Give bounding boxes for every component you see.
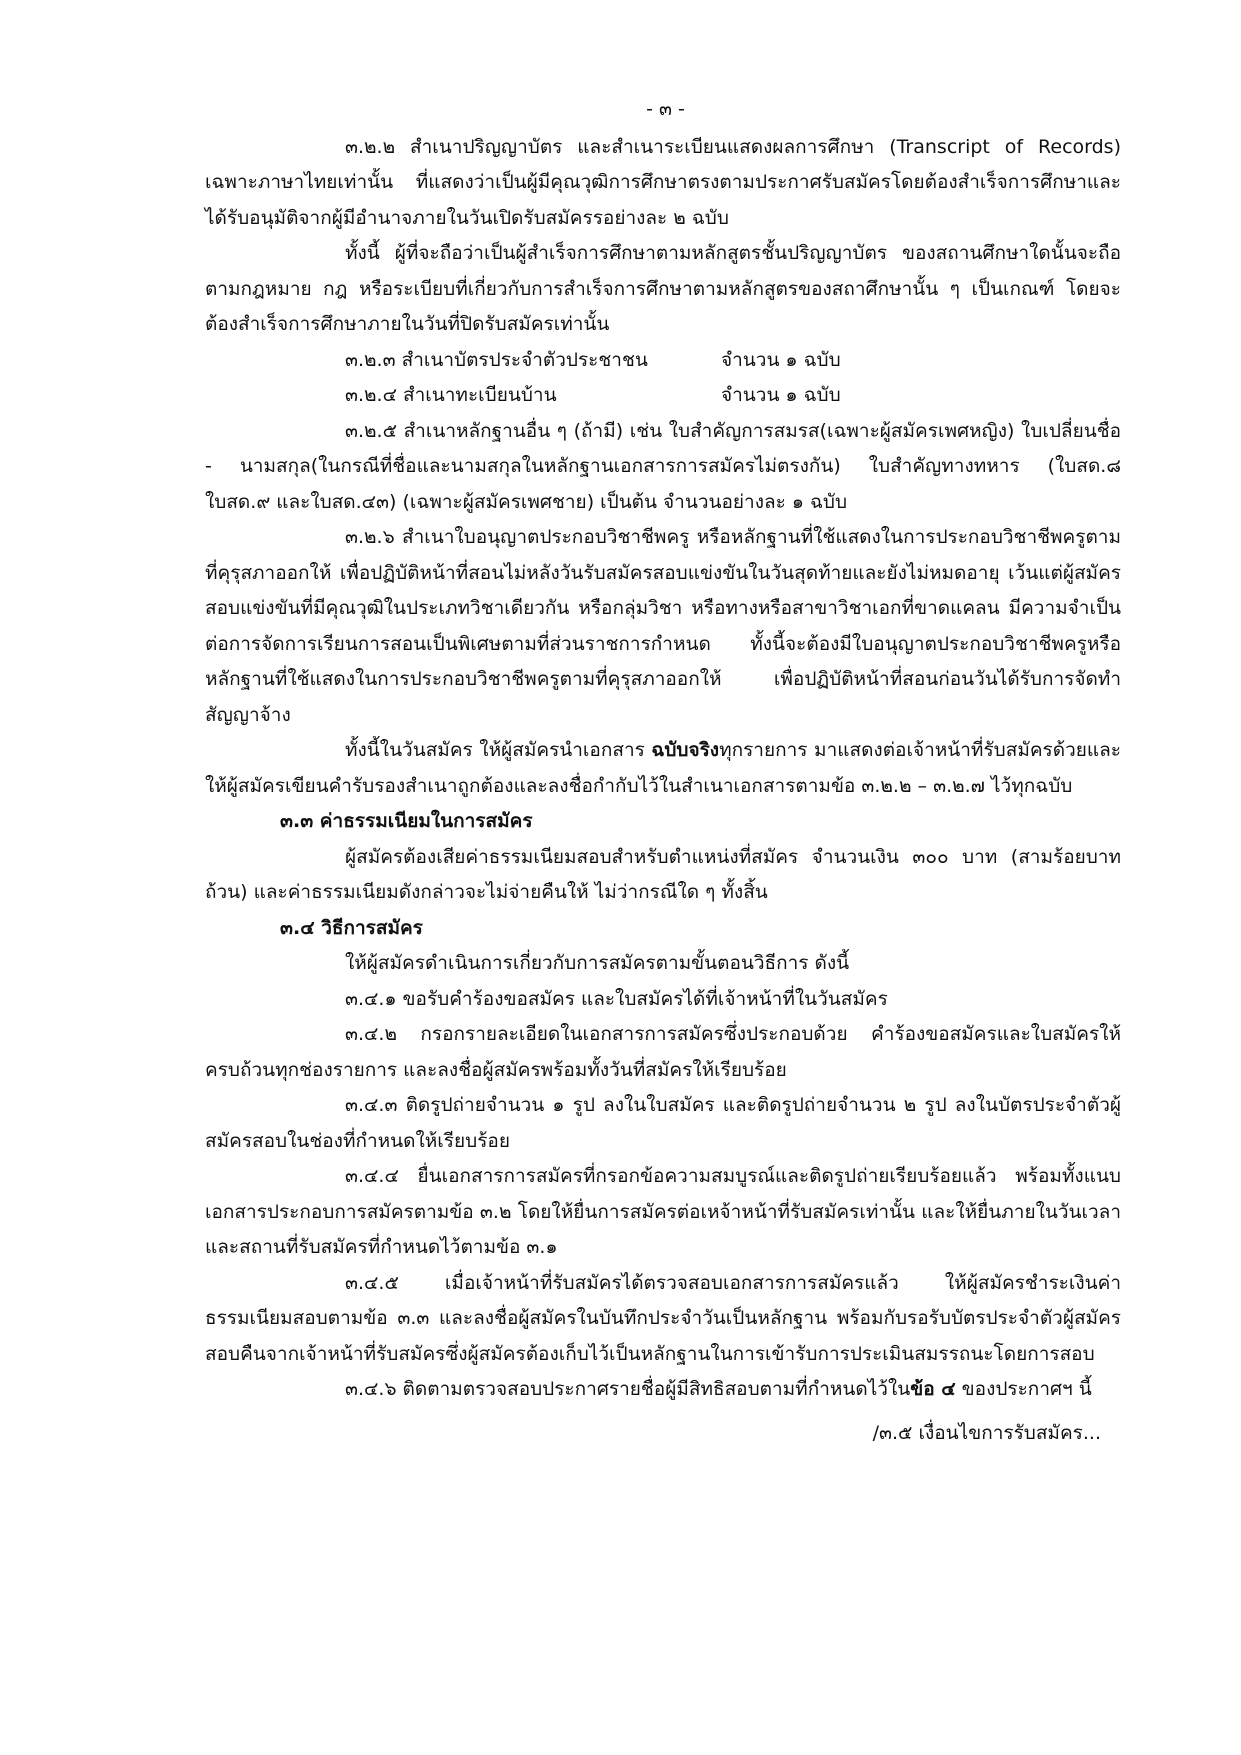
- paragraph-3-4-1: ๓.๔.๑ ขอรับคำร้องขอสมัคร และใบสมัครได้ที่เจ้าหน้าที่ในวันสมัคร: [345, 987, 888, 1010]
- paragraph-fee: ผู้สมัครต้องเสียค่าธรรมเนียมสอบสำหรับตำแหน่งที่สมัคร จำนวนเงิน ๓๐๐ บาท (สามร้อยบาทถ้วน) และค่าธรรมเนียมดังกล่าวจะไม่จ่ายคืนให้ ไม่ว่ากรณีใด ๆ ทั้งสิ้น: [205, 845, 1121, 903]
- paragraph-original-docs: [205, 733, 1121, 804]
- paragraph-3-4-5: ๓.๔.๕ เมื่อเจ้าหน้าที่รับสมัครได้ตรวจสอบเอกสารการสมัครแล้ว ให้ผู้สมัครชำระเงินค่าธรรมเนียมสอบตามข้อ ๓.๓ และลงชื่อผู้สมัครในบันทึกประจำวันเป็นหลักฐาน พร้อมกับรอรับบัตรประจำตัวผู้สมัครสอบคืนจากเจ้าหน้าที่รับสมัครซึ่งผู้สมัครต้องเก็บไว้เป็นหลักฐานในการเข้ารับการประเมินสมรรถนะโดยการสอบ: [205, 1271, 1121, 1365]
- heading-3-3: ๓.๓ ค่าธรรมเนียมในการสมัคร: [280, 810, 533, 832]
- paragraph-graduation-note: ทั้งนี้ ผู้ที่จะถือว่าเป็นผู้สำเร็จการศึกษาตามหลักสูตรชั้นปริญญาบัตร ของสถานศึกษาใดนั้นจะถือตามกฎหมาย กฎ หรือระเบียบที่เกี่ยวกับการสำเร็จการศึกษาตามหลักสูตรของสถาศึกษานั้น ๆ เป็นเกณฑ์ โดยจะต้องสำเร็จการศึกษาภายในวันที่ปิดรับสมัครเท่านั้น: [205, 242, 1121, 335]
- check-list-text-a: ๓.๔.๖ ติดตามตรวจสอบประกาศรายชื่อผู้มีสิทธิสอบตามที่กำหนดไว้ใน: [345, 1378, 911, 1400]
- paragraph-3-2-2: ๓.๒.๒ สำเนาปริญญาบัตร และสำเนาระเบียนแสดงผลการศึกษา (Transcript of Records) เฉพาะภาษาไทยเท่านั้น ที่แสดงว่าเป็นผู้มีคุณวุฒิการศึกษาตรงตามประกาศรับสมัครโดยต้องสำเร็จการศึกษาและได้รับอนุมัติจากผู้มีอำนาจภายในวันเปิดรับสมัครรอย่างละ ๒ ฉบับ: [205, 135, 1121, 229]
- paragraph-3-2-5: ๓.๒.๕ สำเนาหลักฐานอื่น ๆ (ถ้ามี) เช่น ใบสำคัญการสมรส(เฉพาะผู้สมัครเพศหญิง) ใบเปลี่ยนชื่อ - นามสกุล(ในกรณีที่ชื่อและนามสกุลในหลักฐานเอกสารการสมัครไม่ตรงกัน) ใบสำคัญทางทหาร (ใบสด.๘ ใบสด.๙ และใบสด.๔๓) (เฉพาะผู้สมัครเพศชาย) เป็นต้น จำนวนอย่างละ ๑ ฉบับ: [205, 419, 1121, 513]
- original-docs-bold: ฉบับจริง: [651, 739, 720, 761]
- item-3-2-3-name: ๓.๒.๓ สำเนาบัตรประจำตัวประชาชน: [345, 348, 648, 371]
- item-3-2-3-qty: จำนวน ๑ ฉบับ: [721, 348, 841, 371]
- check-list-text-b: ของประกาศฯ นี้: [955, 1378, 1092, 1400]
- item-3-2-4-name: ๓.๒.๔ สำเนาทะเบียนบ้าน: [345, 384, 557, 406]
- item-3-2-3: [205, 343, 1121, 379]
- paragraph-procedure-intro: ให้ผู้สมัครดำเนินการเกี่ยวกับการสมัครตามขั้นตอนวิธีการ ดังนี้: [345, 952, 850, 974]
- paragraph-3-4-2: ๓.๔.๒ กรอกรายละเอียดในเอกสารการสมัครซึ่งประกอบด้วย คำร้องขอสมัครและใบสมัครให้ครบถ้วนทุกช่องรายการ และลงชื่อผู้สมัครพร้อมทั้งวันที่สมัครให้เรียบร้อย: [205, 1023, 1121, 1081]
- paragraph-3-2-6: ๓.๒.๖ สำเนาใบอนุญาตประกอบวิชาชีพครู หรือหลักฐานที่ใช้แสดงในการประกอบวิชาชีพครูตามที่คุรุสภาออกให้ เพื่อปฏิบัติหน้าที่สอนไม่หลังวันรับสมัครสอบแข่งขันในวันสุดท้ายและยังไม่หมดอายุ เว้นแต่ผู้สมัครสอบแข่งขันที่มีคุณวุฒิในประเภทวิชาเดียวกัน หรือกลุ่มวิชา หรือทางหรือสาขาวิชาเอกที่ขาดแคลน มีความจำเป็นต่อการจัดการเรียนการสอนเป็นพิเศษตามที่ส่วนราชการกำหนด ทั้งนี้จะต้องมีใบอนุญาตประกอบวิชาชีพครูหรือหลักฐานที่ใช้แสดงในการประกอบวิชาชีพครูตามที่คุรุสภาออกให้ เพื่อปฏิบัติหน้าที่สอนก่อนวันได้รับการจัดทำสัญญาจ้าง: [205, 526, 1121, 726]
- page-number: - ๓ -: [646, 98, 685, 120]
- paragraph-3-4-3: ๓.๔.๓ ติดรูปถ่ายจำนวน ๑ รูป ลงในใบสมัคร และติดรูปถ่ายจำนวน ๒ รูป ลงในบัตรประจำตัวผู้สมัครสอบในช่องที่กำหนดให้เรียบร้อย: [205, 1094, 1121, 1152]
- heading-3-4: ๓.๔ วิธีการสมัคร: [280, 916, 423, 939]
- paragraph-3-4-4: ๓.๔.๔ ยื่นเอกสารการสมัครที่กรอกข้อความสมบูรณ์และติดรูปถ่ายเรียบร้อยแล้ว พร้อมทั้งแนบเอกสารประกอบการสมัครตามข้อ ๓.๒ โดยให้ยื่นการสมัครต่อเหจ้าหน้าที่รับสมัครเท่านั้น และให้ยื่นภายในวันเวลาและสถานที่รับสมัครที่กำหนดไว้ตามข้อ ๓.๑: [205, 1165, 1121, 1258]
- paragraph-3-4-6: [205, 1372, 1121, 1408]
- item-3-2-4: [205, 378, 1121, 414]
- original-docs-text-b: ทุกรายการ มาแสดงต่อเจ้าหน้าที่รับสมัครด้วยและให้ผู้สมัครเขียนคำรับรองสำเนาถูกต้องและลงชื่อกำกับไว้ในสำเนาเอกสารตามข้อ ๓.๒.๒ – ๓.๒.๗ ไว้ทุกฉบับ: [205, 739, 1121, 797]
- item-3-2-4-qty: จำนวน ๑ ฉบับ: [721, 384, 841, 406]
- continuation-footer: /๓.๕ เงื่อนไขการรับสมัคร...: [872, 1421, 1101, 1444]
- check-list-bold: ข้อ ๔: [910, 1378, 956, 1400]
- original-docs-text-a: ทั้งนี้ในวันสมัคร ให้ผู้สมัครนำเอกสาร: [345, 739, 652, 761]
